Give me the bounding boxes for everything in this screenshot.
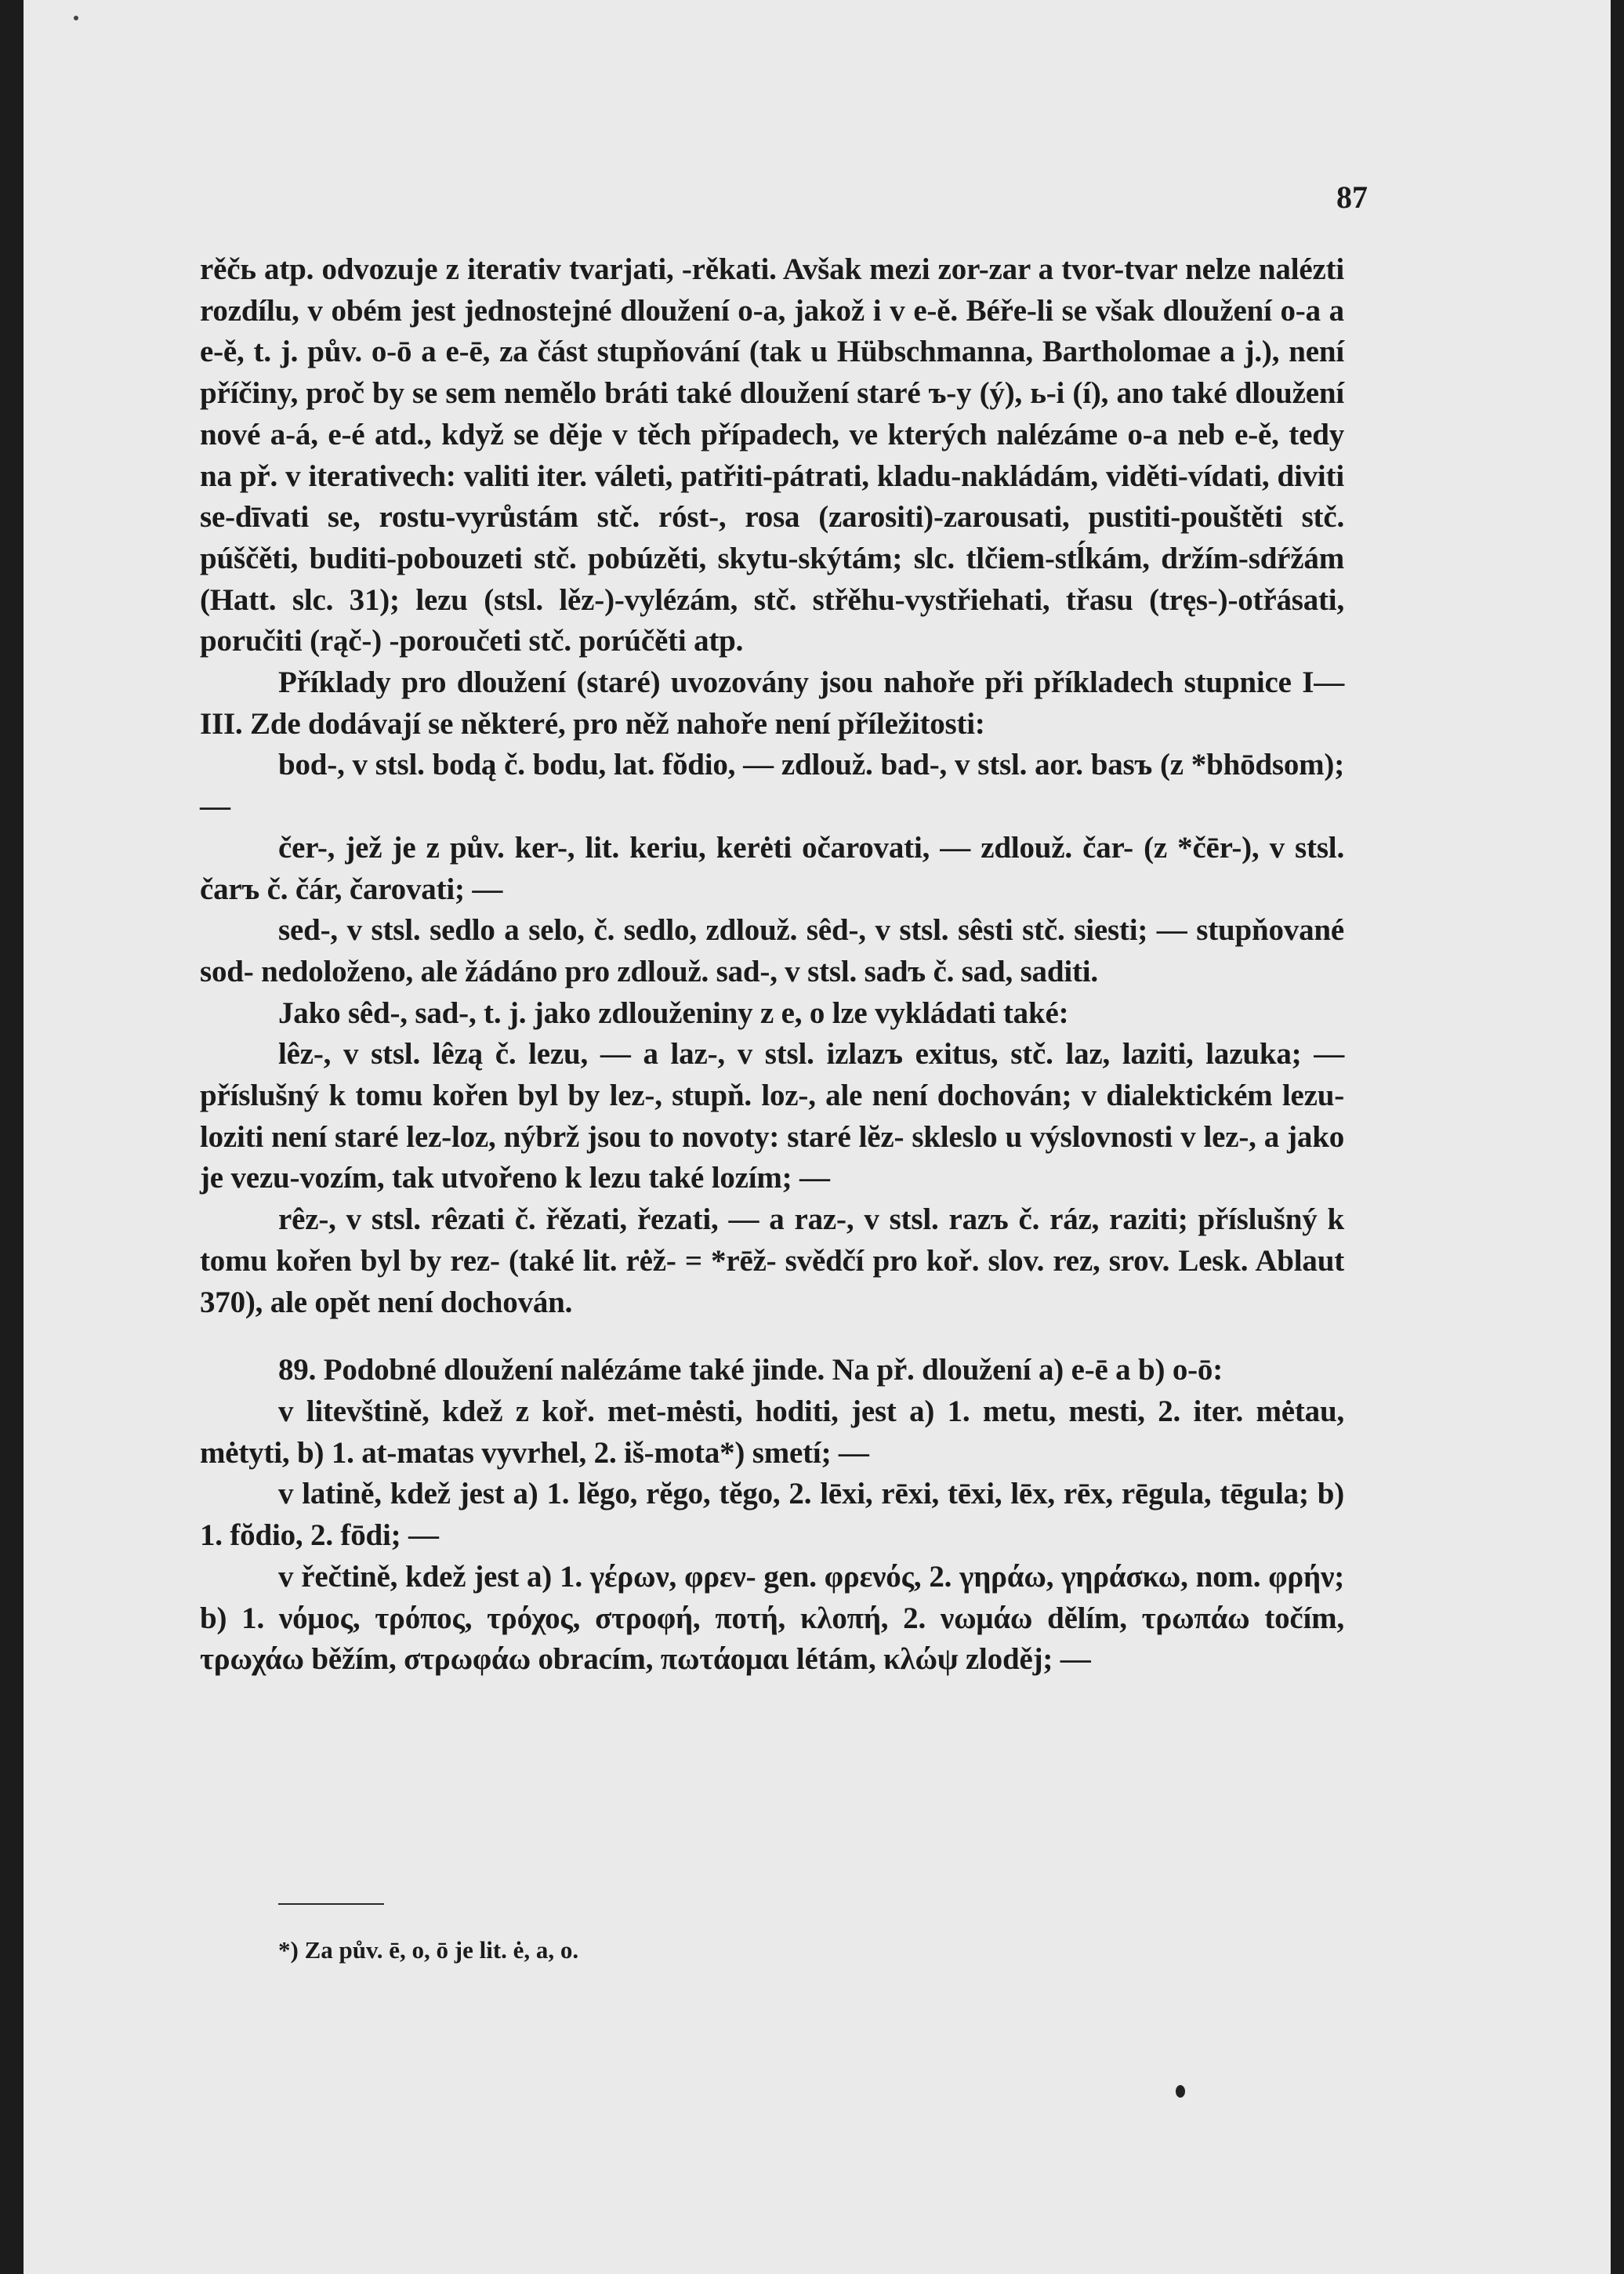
scan-speck [74, 16, 78, 20]
paragraph: Jako sêd-, sad-, t. j. jako zdlouženiny z e, o lze vykládati také: [278, 996, 1069, 1030]
paragraph: rêz-, v stsl. rêzati č. řězati, řezati, — a raz-, v stsl. razъ č. ráz, raziti; příslušný k tomu kořen byl by rez- (také lit. rėž- = *rēž- svědčí pro koř. slov. rez, srov. Lesk. Ablaut 370), ale opět není dochován. [200, 1202, 1344, 1319]
paragraph: čer-, jež je z pův. ker-, lit. keriu, kerėti očarovati, — zdlouž. čar- (z *čēr-), v stsl. čarъ č. čár, čarovati; — [200, 830, 1344, 906]
paragraph: lêz-, v stsl. lêzą č. lezu, — a laz-, v stsl. izlazъ exitus, stč. laz, laziti, lazuka; — příslušný k tomu kořen byl by lez-, stupň. loz-, ale není dochován; v dialektickém lezu-loziti není staré lez-loz, nýbrž jsou to novoty: staré lĕz- skleslo u výslovnosti v lez-, a jako je vezu-vozím, tak utvořeno k lezu také lozím; — [200, 1037, 1344, 1195]
book-page [24, 0, 1611, 2274]
footnote: *) Za pův. ē, o, ō je lit. ė, a, o. [278, 1936, 579, 1964]
paragraph: Příklady pro dloužení (staré) uvozovány jsou nahoře při příkladech stupnice I—III. Zde dodávají se některé, pro něž nahoře není příležitosti: [200, 666, 1344, 741]
section-number: 89. [278, 1353, 317, 1387]
ink-smudge [1176, 2085, 1185, 2098]
paragraph: v latině, kdež jest a) 1. lĕgo, rĕgo, tĕgo, 2. lēxi, rēxi, tēxi, lēx, rēx, rēgula, tēgula; b) 1. fŏdio, 2. fōdi; — [200, 1477, 1344, 1553]
section-text: Podobné dloužení nalézáme také jinde. Na př. dloužení a) e-ē a b) o-ō: [323, 1353, 1223, 1387]
paragraph: sed-, v stsl. sedlo a selo, č. sedlo, zdlouž. sêd-, v stsl. sêsti stč. siesti; — stupňované sod- nedoloženo, ale žádáno pro zdlouž. sad-, v stsl. sadъ č. sad, saditi. [200, 913, 1344, 988]
section-paragraph [200, 1350, 1344, 1391]
body-text [200, 249, 1344, 1681]
footnote-rule [278, 1903, 384, 1905]
paragraph: bod-, v stsl. bodą č. bodu, lat. fŏdio, — zdlouž. bad-, v stsl. aor. basъ (z *bhōdsom); — [200, 748, 1344, 824]
paragraph: v litevštině, kdež z koř. met-mėsti, hoditi, jest a) 1. metu, mesti, 2. iter. mėtau, mėtyti, b) 1. at-matas vyvrhel, 2. iš-mota*) smetí; — [200, 1394, 1344, 1470]
page-number: 87 [1336, 180, 1368, 215]
paragraph: rěčь atp. odvozuje z iterativ tvarjati, -rěkati. Avšak mezi zor-zar a tvor-tvar nelze nalézti rozdílu, v obém jest jednostejné dloužení o-a, jakož i v e-ě. Béře-li se však dloužení o-a a e-ě, t. j. pův. o-ō a e-ē, za část stupňování (tak u Hübschmanna, Bartholomae a j.), není příčiny, proč by se sem nemělo bráti také dloužení staré ъ-y (ý), ь-i (í), ano také dloužení nové a-á, e-é atd., když se děje v těch případech, ve kterých nalézáme o-a neb e-ě, tedy na př. v iterativech: valiti iter. váleti, patřiti-pátrati, kladu-nakládám, viděti-vídati, diviti se-dīvati se, rostu-vyrůstám stč. róst-, rosa (zarositi)-zarousati, pustiti-pouštěti stč. púščěti, buditi-pobouzeti stč. pobúzěti, skytu-skýtám; slc. tlčiem-stĺkám, držím-sdŕžám (Hatt. slc. 31); lezu (stsl. lěz-)-vylézám, stč. střěhu-vystřiehati, třasu (tręs-)-otřásati, poručiti (rąč-) -poroučeti stč. porúčěti atp. [200, 252, 1344, 658]
paragraph: v řečtině, kdež jest a) 1. γέρων, φρεν- gen. φρενός, 2. γηράω, γηράσκω, nom. φρήν; b) 1. νόμος, τρόπος, τρόχος, στροφή, ποτή, κλοπή, 2. νωμάω dělím, τρωπάω točím, τρωχάω běžím, στρωφάω obracím, πωτάομαι létám, κλώψ zloděj; — [200, 1559, 1344, 1677]
